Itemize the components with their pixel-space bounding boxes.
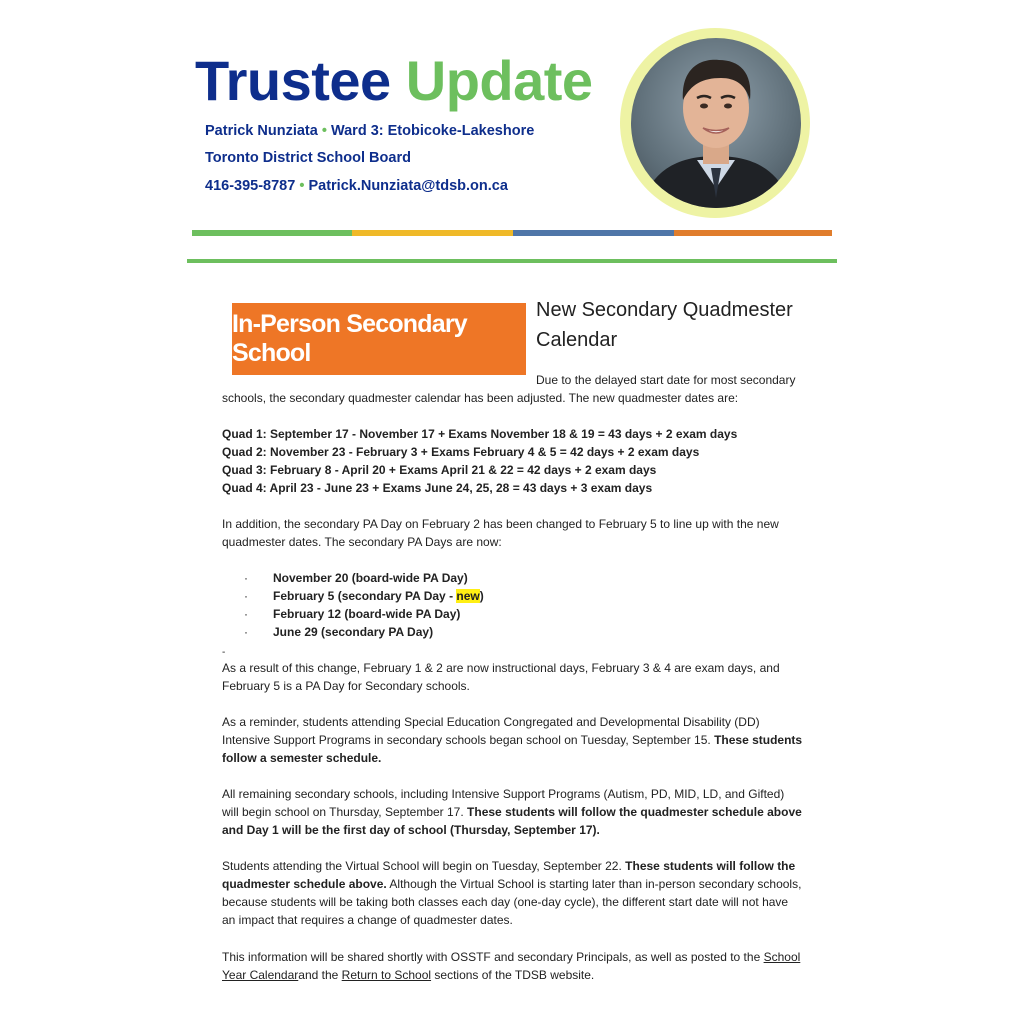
color-bar-yellow	[352, 230, 513, 236]
ward-label: Ward 3: Etobicoke-Lakeshore	[330, 123, 535, 139]
paragraph-emphasis: These students will follow the quadmester schedule above.	[222, 859, 796, 891]
remaining-schools-paragraph	[222, 785, 804, 839]
contact-line	[205, 178, 508, 194]
phone-number: 416-395-8787	[205, 178, 296, 194]
color-bar-blue	[513, 230, 674, 236]
stray-dash: -	[222, 647, 226, 658]
list-item	[244, 605, 484, 623]
special-education-paragraph	[222, 713, 804, 767]
color-bar-green	[192, 230, 352, 236]
pa-day-text-start: February 5 (secondary PA Day -	[273, 589, 457, 603]
quad-3: Quad 3: February 8 - April 20 + Exams April 21 & 22 = 42 days + 2 exam days	[222, 463, 657, 477]
pa-day-intro: In addition, the secondary PA Day on February 2 has been changed to February 5 to line up with the new quadmester dates. The secondary PA Days are now:	[222, 517, 779, 549]
email-link[interactable]: Patrick.Nunziata@tdsb.on.ca	[308, 178, 508, 194]
title-update: Update	[405, 49, 593, 112]
in-person-secondary-banner: In-Person Secondary School	[232, 303, 526, 375]
color-bar-orange	[674, 230, 832, 236]
paragraph-text-continued: Although the Virtual School is starting later than in-person secondary schools, because students will be taking both classes each day (one-day cycle), the different start date will not have an impact that requires a change of quadmester dates.	[222, 877, 802, 927]
trustee-name: Patrick Nunziata	[205, 123, 318, 139]
article-heading: New Secondary Quadmester Calendar	[536, 299, 793, 351]
return-to-school-link[interactable]: Return to School	[341, 968, 432, 982]
pa-day-text-end: )	[479, 589, 484, 603]
list-item	[244, 569, 484, 587]
board-name: Toronto District School Board	[205, 150, 411, 166]
quad-2: Quad 2: November 23 - February 3 + Exams February 4 & 5 = 42 days + 2 exam days	[222, 445, 700, 459]
pa-day-text: June 29 (secondary PA Day)	[273, 625, 434, 639]
paragraph-emphasis: These students follow a semester schedule.	[222, 733, 803, 765]
paragraph-text: Students attending the Virtual School will begin on Tuesday, September 22.	[222, 859, 622, 873]
quad-4: Quad 4: April 23 - June 23 + Exams June 24, 25, 28 = 43 days + 3 exam days	[222, 481, 653, 495]
pa-day-text: November 20 (board-wide PA Day)	[273, 571, 468, 585]
trustee-portrait	[631, 38, 801, 208]
paragraph-emphasis: These students will follow the quadmester schedule above and Day 1 will be the first day of school (Thursday, September 17).	[222, 805, 802, 837]
bullet: ·	[244, 571, 248, 585]
school-year-calendar-link[interactable]: School Year Calendar	[222, 950, 801, 982]
divider-rule	[187, 259, 837, 263]
bullet: ·	[244, 607, 248, 621]
instructional-days-paragraph: As a result of this change, February 1 & 2 are now instructional days, February 3 & 4 are exam days, and February 5 is a PA Day for Secondary schools.	[222, 661, 780, 693]
quad-1: Quad 1: September 17 - November 17 + Exams November 18 & 19 = 43 days + 2 exam days	[222, 427, 738, 441]
virtual-school-paragraph	[222, 857, 804, 929]
portrait-illustration	[631, 38, 801, 208]
newsletter-title	[195, 48, 593, 114]
bullet: ·	[244, 589, 248, 603]
pa-day-text	[273, 587, 484, 605]
title-trustee: Trustee	[195, 49, 391, 112]
list-item	[244, 623, 484, 641]
new-highlight: new	[456, 589, 480, 603]
pa-day-text: February 12 (board-wide PA Day)	[273, 607, 461, 621]
bullet: ·	[244, 625, 248, 639]
list-item	[244, 587, 484, 605]
pa-days-list	[244, 569, 484, 641]
paragraph-text-end: sections of the TDSB website.	[434, 968, 595, 982]
separator-dot: •	[321, 123, 327, 139]
sharing-paragraph	[222, 948, 804, 984]
paragraph-text: As a reminder, students attending Special Education Congregated and Developmental Disability (DD) Intensive Support Programs in secondary schools began school on Tuesday, September 15.	[222, 715, 760, 747]
intro-paragraph: Due to the delayed start date for most secondary schools, the secondary quadmester calendar has been adjusted. The new quadmester dates are:	[222, 373, 796, 405]
paragraph-text: This information will be shared shortly with OSSTF and secondary Principals, as well as posted to the	[222, 950, 761, 964]
trustee-name-line	[205, 123, 534, 139]
paragraph-text-mid: and the	[298, 968, 339, 982]
quad-dates-list	[222, 425, 804, 497]
paragraph-text: All remaining secondary schools, including Intensive Support Programs (Autism, PD, MID, LD, and Gifted) will begin school on Thursday, September 17.	[222, 787, 785, 819]
separator-dot: •	[299, 178, 305, 194]
